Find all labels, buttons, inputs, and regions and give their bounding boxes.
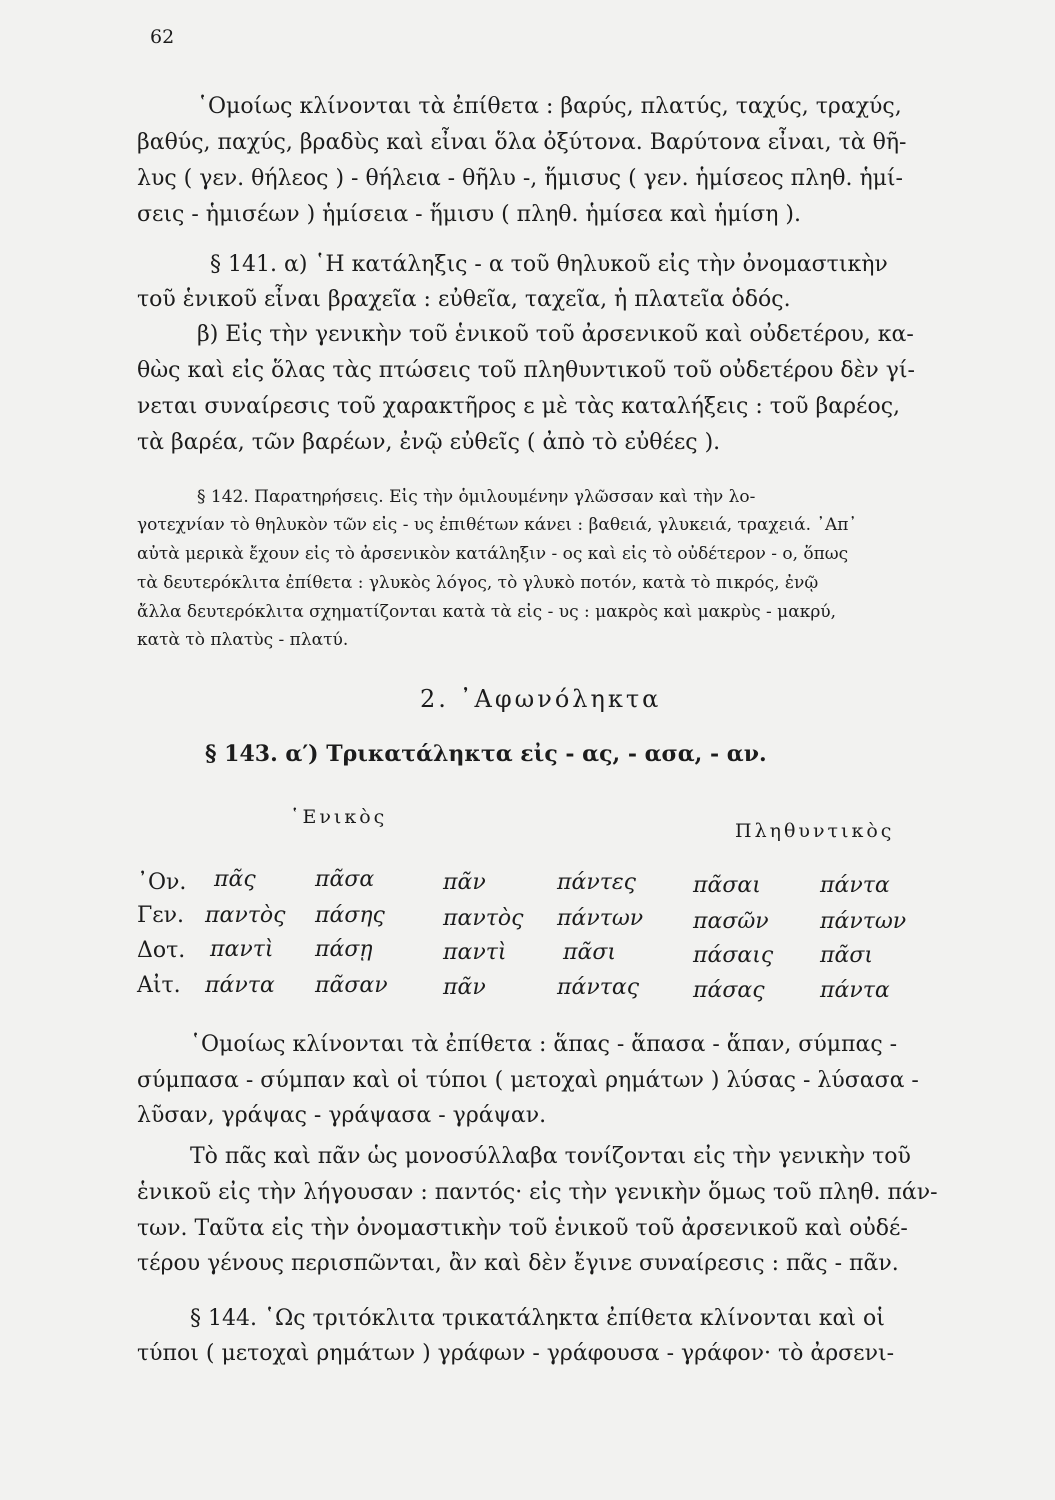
table-cell: πᾶσα bbox=[315, 867, 375, 892]
text-line: ῾Ομοίως κλίνονται τὰ ἐπίθετα : ἅπας - ἅπασα - ἅπαν, σύμπας - bbox=[190, 1032, 898, 1057]
case-label: Αἰτ. bbox=[137, 973, 181, 998]
table-cell: πάντα bbox=[205, 973, 275, 998]
text-line: ῾Ομοίως κλίνονται τὰ ἐπίθετα : βαρύς, πλατύς, ταχύς, τραχύς, bbox=[197, 94, 902, 119]
text-line: θὼς καὶ εἰς ὅλας τὰς πτώσεις τοῦ πληθυντικοῦ τοῦ οὐδετέρου δὲν γί- bbox=[137, 358, 915, 383]
section-heading: 2. ᾿Αφωνόληκτα bbox=[420, 685, 662, 713]
table-cell: παντὸς bbox=[443, 906, 524, 931]
text-line: αὐτὰ μερικὰ ἔχουν εἰς τὸ ἀρσενικὸν κατάληξιν - ος καὶ εἰς τὸ οὐδέτερον - ο, ὅπως bbox=[137, 544, 849, 564]
table-cell: πάσῃ bbox=[315, 937, 373, 962]
text-line: βαθύς, παχύς, βραδὺς καὶ εἶναι ὅλα ὀξύτονα. Βαρύτονα εἶναι, τὰ θῆ- bbox=[137, 130, 907, 155]
table-cell: παντὶ bbox=[210, 937, 274, 962]
text-line: β) Εἰς τὴν γενικὴν τοῦ ἑνικοῦ τοῦ ἀρσενικοῦ καὶ οὐδετέρου, κα- bbox=[197, 322, 914, 347]
text-line: τέρου γένους περισπῶνται, ἂν καὶ δὲν ἔγινε συναίρεσις : πᾶς - πᾶν. bbox=[137, 1251, 899, 1276]
text-line: τύποι ( μετοχαὶ ρημάτων ) γράφων - γράφουσα - γράφον· τὸ ἀρσενι- bbox=[137, 1341, 895, 1366]
text-line: γοτεχνίαν τὸ θηλυκὸν τῶν εἰς - υς ἐπιθέτων κάνει : βαθειά, γλυκειά, τραχειά. ᾿Απ᾿ bbox=[137, 515, 857, 535]
case-label: Γεν. bbox=[137, 903, 185, 928]
table-cell: πᾶν bbox=[443, 870, 486, 895]
table-cell: πάσαις bbox=[693, 943, 774, 968]
case-label: ᾿Ον. bbox=[137, 870, 187, 895]
table-cell: πάντων bbox=[557, 906, 644, 931]
table-cell: πάντα bbox=[820, 978, 890, 1003]
section-144-line: § 144. ῾Ως τριτόκλιτα τρικατάληκτα ἐπίθετα κλίνονται καὶ οἱ bbox=[190, 1306, 885, 1331]
table-cell: πᾶσαν bbox=[315, 973, 388, 998]
section-142-line: § 142. Παρατηρήσεις. Εἰς τὴν ὁμιλουμένην γλῶσσαν καὶ τὴν λο- bbox=[197, 487, 756, 507]
case-label: Δοτ. bbox=[137, 938, 186, 963]
table-cell: πάσας bbox=[693, 978, 765, 1003]
text-line: λυς ( γεν. θήλεος ) - θήλεια - θῆλυ -, ἥμισυς ( γεν. ἡμίσεος πληθ. ἡμί- bbox=[137, 166, 903, 191]
table-cell: πάσης bbox=[315, 903, 385, 928]
text-line: τοῦ ἑνικοῦ εἶναι βραχεῖα : εὐθεῖα, ταχεῖα, ἡ πλατεῖα ὁδός. bbox=[137, 287, 791, 312]
text-line: σύμπασα - σύμπαν καὶ οἱ τύποι ( μετοχαὶ ρημάτων ) λύσας - λύσασα - bbox=[137, 1068, 919, 1093]
table-cell: πάντας bbox=[557, 975, 640, 1000]
text-line: τὰ βαρέα, τῶν βαρέων, ἐνῷ εὐθεῖς ( ἀπὸ τὸ εὐθέες ). bbox=[137, 430, 721, 455]
table-cell: πᾶσι bbox=[563, 940, 616, 965]
table-cell: παντὶ bbox=[443, 940, 507, 965]
table-cell: πάντα bbox=[820, 873, 890, 898]
table-cell: πάντες bbox=[557, 870, 636, 895]
text-line: σεις - ἡμισέων ) ἡμίσεια - ἥμισυ ( πληθ. ἡμίσεα καὶ ἡμίση ). bbox=[137, 202, 801, 227]
table-cell: πᾶσαι bbox=[693, 873, 761, 898]
table-cell: πᾶσι bbox=[820, 943, 873, 968]
table-cell: πάντων bbox=[820, 909, 907, 934]
singular-header: ῾Ενικὸς bbox=[290, 806, 388, 828]
table-cell: πασῶν bbox=[693, 909, 769, 934]
table-cell: πᾶς bbox=[214, 867, 256, 892]
page-number: 62 bbox=[150, 26, 175, 48]
section-143-title: § 143. α′) Τρικατάληκτα εἰς - ας, - ασα, - αν. bbox=[205, 741, 767, 767]
table-cell: παντὸς bbox=[205, 903, 286, 928]
section-141-line: § 141. α) ῾Η κατάληξις - α τοῦ θηλυκοῦ εἰς τὴν ὀνομαστικὴν bbox=[210, 252, 888, 277]
text-line: ἄλλα δευτερόκλιτα σχηματίζονται κατὰ τὰ εἰς - υς : μακρὸς καὶ μακρὺς - μακρύ, bbox=[137, 602, 837, 622]
text-line: Τὸ πᾶς καὶ πᾶν ὡς μονοσύλλαβα τονίζονται εἰς τὴν γενικὴν τοῦ bbox=[190, 1144, 911, 1169]
plural-header: Πληθυντικὸς bbox=[735, 820, 895, 842]
table-cell: πᾶν bbox=[443, 975, 486, 1000]
text-line: των. Ταῦτα εἰς τὴν ὀνομαστικὴν τοῦ ἑνικοῦ τοῦ ἀρσενικοῦ καὶ οὐδέ- bbox=[137, 1216, 908, 1241]
text-line: τὰ δευτερόκλιτα ἐπίθετα : γλυκὸς λόγος, τὸ γλυκὸ ποτόν, κατὰ τὸ πικρός, ἐνῷ bbox=[137, 573, 819, 593]
text-line: ἑνικοῦ εἰς τὴν λήγουσαν : παντός· εἰς τὴν γενικὴν ὅμως τοῦ πληθ. πάν- bbox=[137, 1180, 938, 1205]
text-line: κατὰ τὸ πλατὺς - πλατύ. bbox=[137, 630, 349, 650]
text-line: λῦσαν, γράψας - γράψασα - γράψαν. bbox=[137, 1103, 547, 1128]
text-line: νεται συναίρεσις τοῦ χαρακτῆρος ε μὲ τὰς καταλήξεις : τοῦ βαρέος, bbox=[137, 394, 901, 419]
